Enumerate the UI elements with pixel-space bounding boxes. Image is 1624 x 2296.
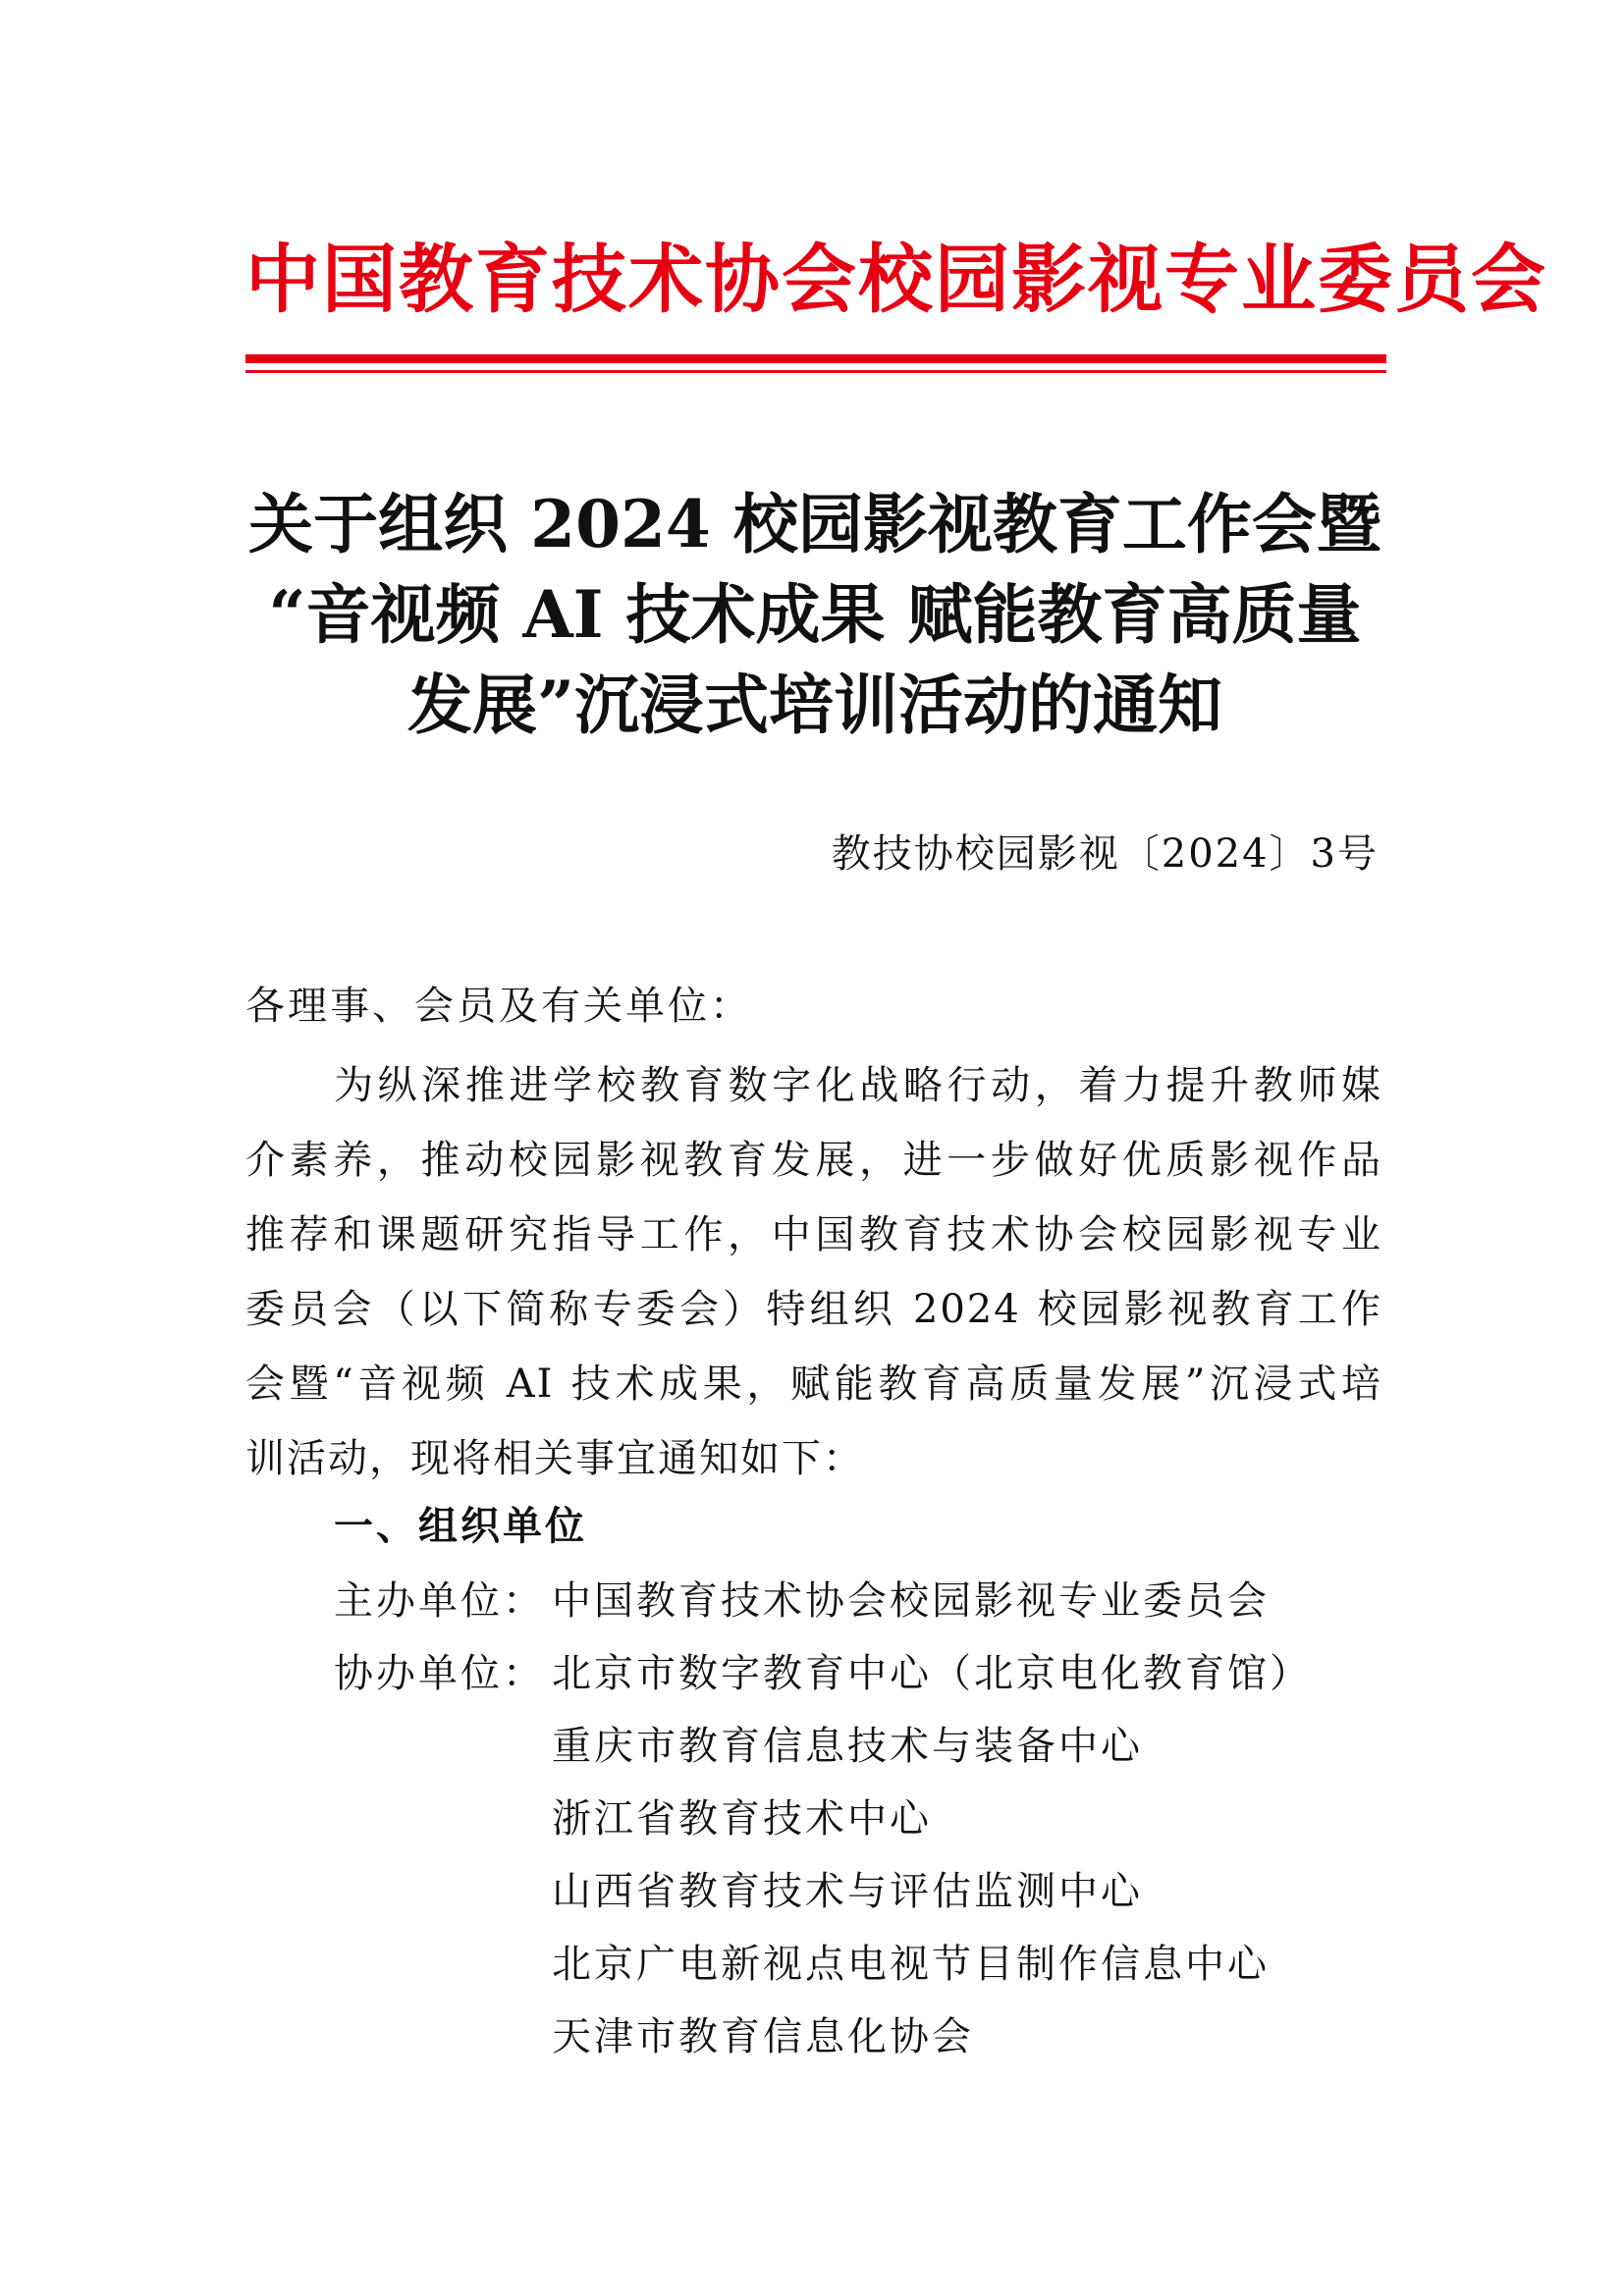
host-organizer: 中国教育技术协会校园影视专业委员会 [552,1578,1270,1624]
host-label: 主办单位： [334,1578,545,1624]
paragraph-line: 会暨“音视频 AI 技术成果，赋能教育高质量发展”沉浸式培 [245,1362,1382,1407]
co-organizer: 北京市数字教育中心（北京电化教育馆） [552,1651,1312,1696]
document-title [226,479,1404,750]
co-organizer: 天津市教育信息化协会 [552,2014,974,2059]
title-line: “音视频 AI 技术成果 赋能教育高质量 [268,576,1362,653]
salutation: 各理事、会员及有关单位： [245,984,752,1029]
header-rule-thick [245,354,1386,363]
co-organizer-label: 协办单位： [334,1651,545,1696]
section-heading: 一、组织单位 [334,1504,587,1549]
document-number: 教技协校园影视〔2024〕3号 [831,831,1379,877]
paragraph-line: 为纵深推进学校教育数字化战略行动，着力提升教师媒 [334,1063,1382,1108]
header-rule-thin [245,370,1386,373]
title-line: 关于组织 2024 校园影视教育工作会暨 [248,486,1381,562]
paragraph-line: 推荐和课题研究指导工作，中国教育技术协会校园影视专业 [245,1212,1382,1257]
title-line: 发展”沉浸式培训活动的通知 [407,667,1222,743]
paragraph-line: 介素养，推动校园影视教育发展，进一步做好优质影视作品 [245,1138,1382,1183]
paragraph-line: 委员会（以下简称专委会）特组织 2024 校园影视教育工作 [245,1287,1382,1332]
organization-header: 中国教育技术协会校园影视专业委员会 [245,236,1547,323]
paragraph-line: 训活动，现将相关事宜通知如下： [245,1436,864,1481]
co-organizer: 重庆市教育信息技术与装备中心 [552,1724,1143,1769]
co-organizer: 浙江省教育技术中心 [552,1796,932,1842]
co-organizer: 北京广电新视点电视节目制作信息中心 [552,1942,1270,1987]
co-organizer: 山西省教育技术与评估监测中心 [552,1869,1143,1914]
co-organizer-items [552,1637,1312,2073]
body-paragraph [245,1048,1382,1496]
host-organizer-row [334,1565,1270,1637]
